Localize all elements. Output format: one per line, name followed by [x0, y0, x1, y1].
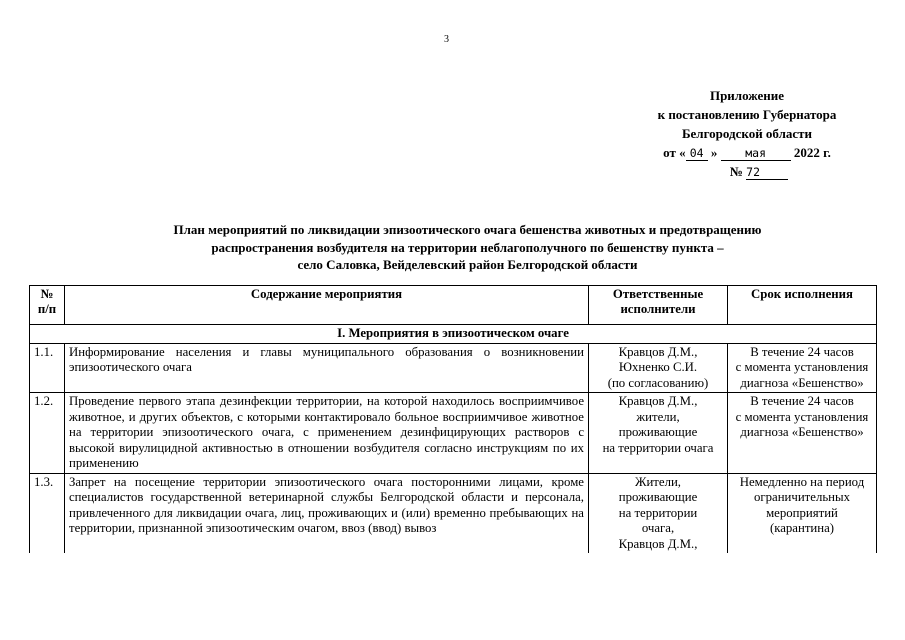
- measures-table: [29, 285, 877, 553]
- title-line: село Саловка, Вейделевский район Белгородской области: [297, 257, 638, 272]
- date-prefix: от «: [663, 145, 686, 160]
- appendix-title: Приложение: [709, 88, 785, 103]
- appendix-region-line: Белгородской области: [681, 126, 813, 141]
- date-year: 2022 г.: [793, 145, 831, 160]
- row-number: 1.1.: [30, 343, 65, 393]
- title-line: План мероприятий по ликвидации эпизоотического очага бешенства животных и предотвращению: [173, 222, 762, 237]
- header-executors: Ответственные исполнители: [589, 286, 728, 325]
- row-executors: Кравцов Д.М., Юхненко С.И. (по согласованию): [589, 343, 728, 393]
- row-term: В течение 24 часов с момента установления диагноза «Бешенство»: [728, 393, 877, 474]
- table-row: [30, 393, 877, 474]
- appendix-decree-line: к постановлению Губернатора: [657, 107, 837, 122]
- section-row: [30, 325, 877, 344]
- row-term: Немедленно на период ограничительных мероприятий (карантина): [728, 473, 877, 553]
- row-content: Информирование населения и главы муниципального образования о возникновении эпизоотического очага: [65, 343, 589, 393]
- date-month: мая: [721, 147, 791, 161]
- header-num: № п/п: [30, 286, 65, 325]
- title-line: распространения возбудителя на территории неблагополучного по бешенству пункта –: [211, 239, 724, 255]
- header-content: Содержание мероприятия: [65, 286, 589, 325]
- row-content: Проведение первого этапа дезинфекции территории, на которой находилось восприимчивое животное, и других объектов, с которыми контактировало больное восприимчивое животное на территории эпизоотического очага, с применением дезинфицирующих растворов с высокой вирулицидной активностью в отношении возбудителя согласно инструкциям по их применению: [65, 393, 589, 474]
- appendix-block: [622, 86, 872, 181]
- decree-number: 72: [746, 166, 788, 180]
- page-bottom-cut: [0, 580, 905, 640]
- row-number: 1.3.: [30, 473, 65, 553]
- row-executors: Жители, проживающие на территории очага, Кравцов Д.М.,: [589, 473, 728, 553]
- header-term: Срок исполнения: [728, 286, 877, 325]
- date-day: 04: [686, 147, 708, 161]
- number-prefix: №: [729, 164, 743, 179]
- page-number: 3: [444, 34, 449, 45]
- row-number: 1.2.: [30, 393, 65, 474]
- document-title: [100, 221, 835, 274]
- appendix-date-line: [622, 143, 872, 162]
- table-row: [30, 473, 877, 553]
- date-mid: »: [710, 145, 718, 160]
- appendix-number-line: [622, 162, 872, 181]
- table-header-row: [30, 286, 877, 325]
- section-title: I. Мероприятия в эпизоотическом очаге: [30, 325, 877, 344]
- row-term: В течение 24 часов с момента установления диагноза «Бешенство»: [728, 343, 877, 393]
- row-executors: Кравцов Д.М., жители, проживающие на территории очага: [589, 393, 728, 474]
- table-row: [30, 343, 877, 393]
- row-content: Запрет на посещение территории эпизоотического очага посторонними лицами, кроме специалистов государственной ветеринарной службы Белгородской области и персонала, привлеченного для ликвидации очага, лиц, проживающих и (или) временно пребывающих на территории, признанной эпизоотическим очагом, ввоз (ввод) вывоз: [65, 473, 589, 553]
